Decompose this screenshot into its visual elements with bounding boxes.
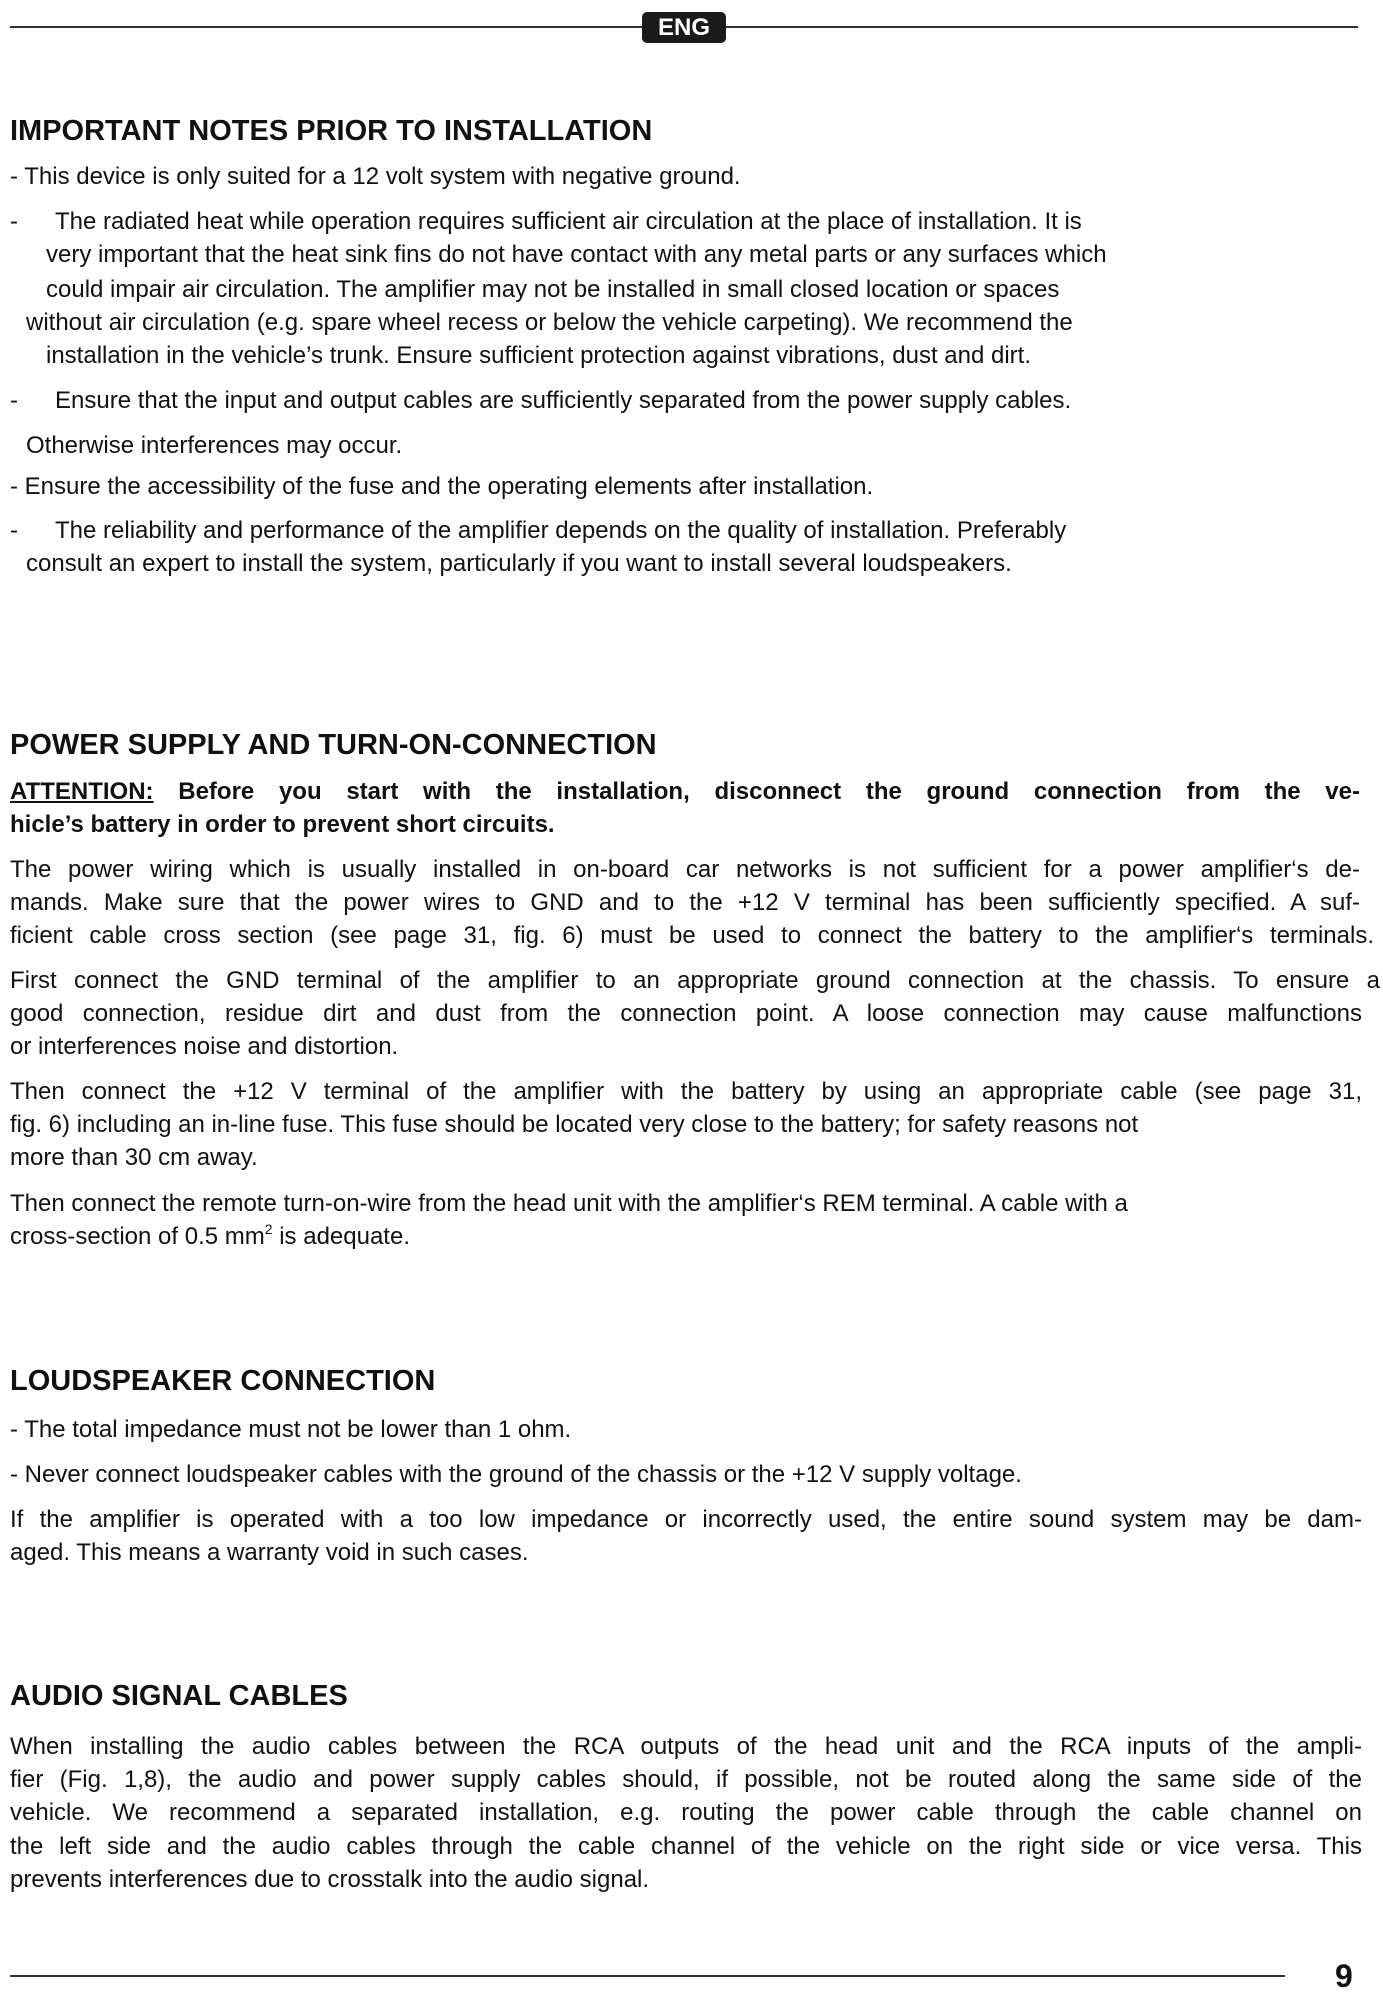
text-line: more than 30 cm away. xyxy=(10,1144,258,1171)
text-line: - This device is only suited for a 12 volt system with negative ground. xyxy=(10,163,741,190)
text-line: The radiated heat while operation requires sufficient air circulation at the place of installation. It is xyxy=(55,208,1082,235)
text-line: Then connect the remote turn-on-wire from the head unit with the amplifier‘s REM terminal. A cable with a xyxy=(10,1190,1128,1217)
text-line: - Ensure the accessibility of the fuse and the operating elements after installation. xyxy=(10,473,874,500)
text-line: Then connect the +12 V terminal of the amplifier with the battery by using an appropriate cable (see page 31, xyxy=(10,1078,1362,1105)
section-heading: IMPORTANT NOTES PRIOR TO INSTALLATION xyxy=(10,115,653,147)
text-line: or interferences noise and distortion. xyxy=(10,1033,399,1060)
attention-line xyxy=(10,778,1360,806)
attention-label: ATTENTION: xyxy=(10,778,154,805)
language-badge: ENG xyxy=(642,12,726,43)
bullet-dash: - xyxy=(10,208,18,235)
text-line: fig. 6) including an in-line fuse. This fuse should be located very close to the battery; for safety reasons not xyxy=(10,1111,1139,1138)
section-heading: POWER SUPPLY AND TURN-ON-CONNECTION xyxy=(10,729,657,761)
text-line: - The total impedance must not be lower than 1 ohm. xyxy=(10,1416,572,1443)
section-heading: LOUDSPEAKER CONNECTION xyxy=(10,1365,436,1397)
text-line: Otherwise interferences may occur. xyxy=(26,432,403,459)
page-number: 9 xyxy=(1335,1958,1353,1994)
text-line: vehicle. We recommend a separated installation, e.g. routing the power cable through the cable channel on xyxy=(10,1799,1362,1826)
header-rule-left xyxy=(10,26,642,28)
text-line: Ensure that the input and output cables are sufficiently separated from the power supply cables. xyxy=(55,387,1072,414)
text-line: consult an expert to install the system, particularly if you want to install several loudspeakers. xyxy=(26,550,1012,577)
text-line: aged. This means a warranty void in such cases. xyxy=(10,1539,529,1566)
attention-text: Before you start with the installation, disconnect the ground connection from the ve- xyxy=(178,778,1360,805)
text-line: installation in the vehicle’s trunk. Ensure sufficient protection against vibrations, dust and dirt. xyxy=(46,342,1031,369)
text-line: could impair air circulation. The amplifier may not be installed in small closed location or spaces xyxy=(46,276,1060,303)
text-line: If the amplifier is operated with a too low impedance or incorrectly used, the entire sound system may be dam- xyxy=(10,1506,1362,1533)
text-run: is adequate. xyxy=(272,1223,410,1250)
text-line: the left side and the audio cables through the cable channel of the vehicle on the right side or vice versa. This xyxy=(10,1833,1362,1860)
text-line: good connection, residue dirt and dust from the connection point. A loose connection may cause malfunctions xyxy=(10,1000,1362,1027)
text-line: First connect the GND terminal of the amplifier to an appropriate ground connection at the chassis. To ensure a xyxy=(10,967,1380,994)
bullet-dash: - xyxy=(10,517,18,544)
text-line: prevents interferences due to crosstalk into the audio signal. xyxy=(10,1866,650,1893)
text-line: mands. Make sure that the power wires to GND and to the +12 V terminal has been sufficiently specified. A suf- xyxy=(10,889,1360,916)
footer-rule xyxy=(10,1975,1285,1977)
header-rule-right xyxy=(726,26,1358,28)
text-line: very important that the heat sink fins do not have contact with any metal parts or any surfaces which xyxy=(46,241,1107,268)
text-line: without air circulation (e.g. spare wheel recess or below the vehicle carpeting). We recommend the xyxy=(26,309,1073,336)
text-line: The power wiring which is usually installed in on-board car networks is not sufficient for a power amplifier‘s de- xyxy=(10,856,1360,883)
text-line: hicle’s battery in order to prevent short circuits. xyxy=(10,811,555,838)
text-line xyxy=(10,1223,410,1251)
text-line: ficient cable cross section (see page 31, fig. 6) must be used to connect the battery to the amplifier‘s terminals. xyxy=(10,922,1374,949)
superscript: 2 xyxy=(264,1221,273,1237)
text-line: - Never connect loudspeaker cables with the ground of the chassis or the +12 V supply voltage. xyxy=(10,1461,1022,1488)
bullet-dash: - xyxy=(10,387,18,414)
text-line: When installing the audio cables between the RCA outputs of the head unit and the RCA inputs of the ampli- xyxy=(10,1733,1362,1760)
text-run: cross-section of 0.5 mm xyxy=(10,1223,265,1250)
text-line: fier (Fig. 1,8), the audio and power supply cables should, if possible, not be routed along the same side of the xyxy=(10,1766,1362,1793)
section-heading: AUDIO SIGNAL CABLES xyxy=(10,1680,348,1712)
text-line: The reliability and performance of the amplifier depends on the quality of installation. Preferably xyxy=(55,517,1067,544)
